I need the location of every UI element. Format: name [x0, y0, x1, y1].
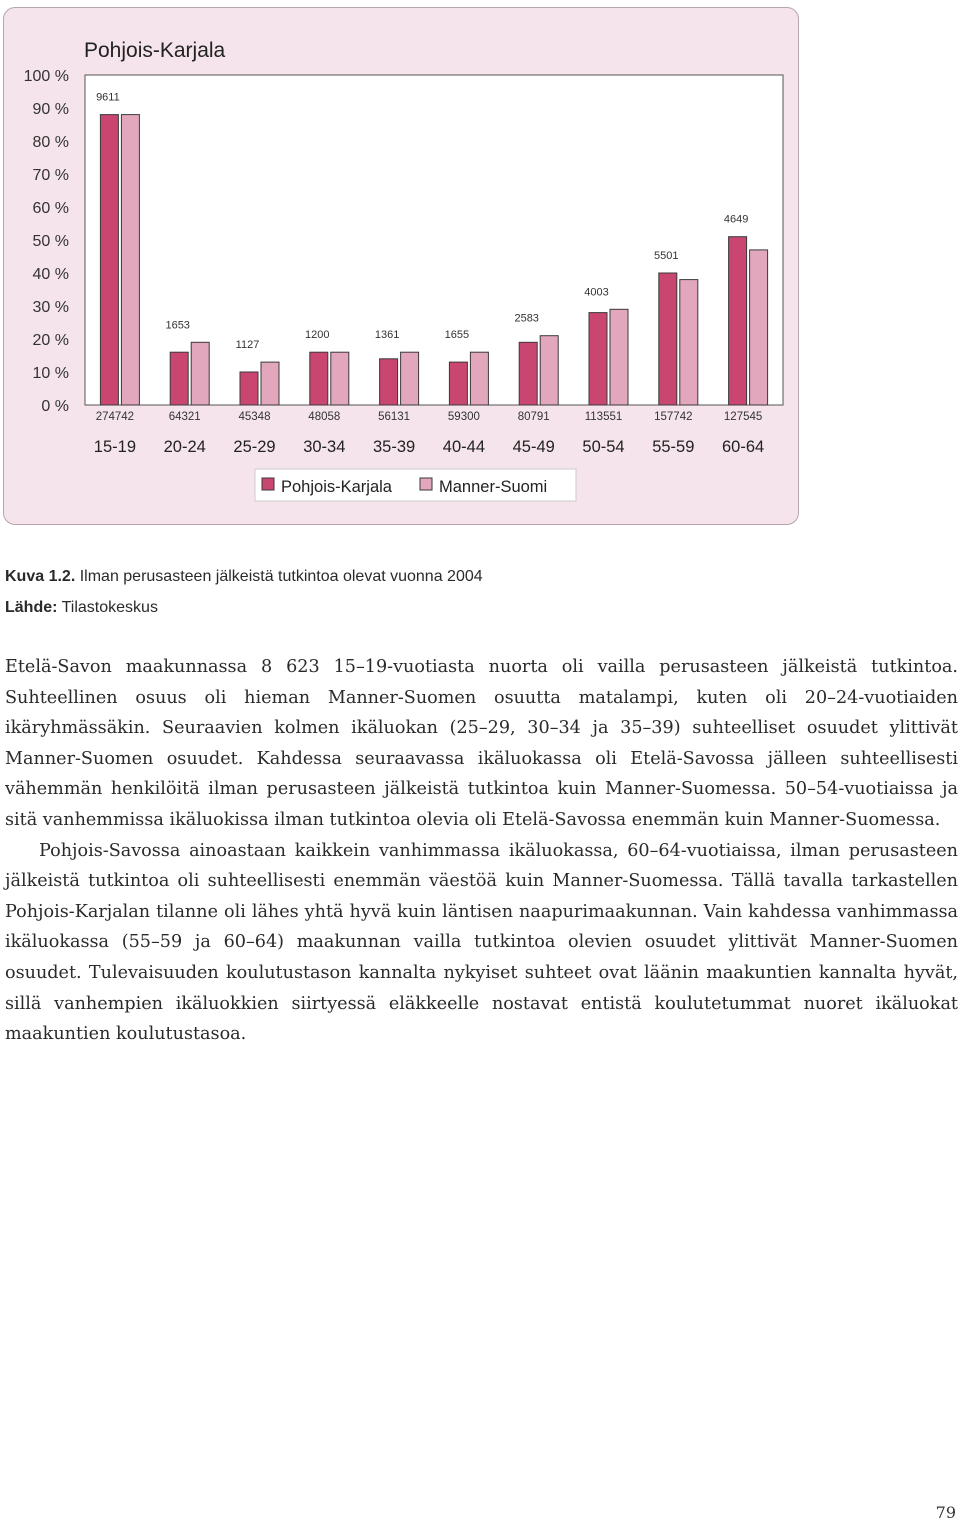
data-label: 56131	[378, 411, 411, 423]
y-tick-label: 50 %	[32, 233, 69, 250]
x-tick-label: 25-29	[233, 438, 276, 456]
y-tick-label: 0 %	[41, 398, 69, 415]
bar	[380, 359, 398, 405]
bar-chart	[0, 0, 960, 540]
y-tick-label: 80 %	[32, 134, 69, 151]
x-tick-label: 30-34	[303, 438, 346, 456]
y-tick-label: 70 %	[32, 167, 69, 184]
y-tick-label: 30 %	[32, 299, 69, 316]
bar	[401, 352, 419, 405]
legend-swatch	[420, 478, 432, 490]
data-label: 127545	[723, 411, 763, 423]
caption-text: Ilman perusasteen jälkeistä tutkintoa olevat vuonna 2004	[75, 568, 483, 585]
plot-area	[85, 75, 783, 405]
data-label: 113551	[584, 411, 623, 423]
chart-title: Pohjois-Karjala	[84, 39, 226, 62]
data-label: 1655	[444, 329, 470, 342]
x-tick-label: 40-44	[442, 438, 486, 456]
x-tick-label: 60-64	[721, 438, 765, 456]
x-tick-label: 15-19	[93, 438, 137, 456]
data-label: 157742	[654, 411, 693, 423]
x-tick-label: 50-54	[582, 438, 625, 456]
data-label: 48058	[308, 411, 341, 423]
bar	[470, 352, 488, 405]
caption-label: Kuva 1.2.	[5, 568, 76, 585]
data-label: 4003	[584, 286, 609, 299]
figure-source	[5, 599, 158, 617]
x-tick-label: 45-49	[512, 438, 555, 456]
bar	[589, 313, 607, 405]
data-label: 9611	[96, 91, 120, 104]
data-label: 4649	[723, 213, 749, 226]
data-label: 2583	[514, 312, 539, 325]
y-tick-label: 20 %	[32, 332, 69, 349]
y-tick-label: 100 %	[23, 68, 69, 85]
y-tick-label: 10 %	[32, 365, 69, 382]
body-text	[5, 652, 958, 1050]
bar	[680, 280, 698, 405]
paragraph: Pohjois-Savossa ainoastaan kaikkein vanhimmassa ikäluokassa, 60–64-vuotiaissa, ilman perusasteen jälkeistä tutkintoa oli suhteellisesti enemmän väestöä kuin Manner-Suomessa. Tällä tavalla tarkastellen Pohjois-Karjalan tilanne oli lähes yhtä hyvä kuin läntisen naapurimaakunnan. Vain kahdessa vanhimmassa ikäluokassa (55–59 ja 60–64) maakunnan vailla tutkintoa olevien osuudet ylittivät Manner-Suomen osuudet. Tulevaisuuden koulutustason kannalta nykyiset suhteet ovat läänin maakuntien kannalta hyvät, sillä vanhempien ikäluokkien siirtyessä eläkkeelle nostavat entistä koulutetummat nuoret ikäluokat maakuntien koulutustasoa.	[5, 840, 958, 1045]
bar	[121, 115, 139, 405]
data-label: 64321	[168, 411, 201, 423]
y-tick-label: 90 %	[32, 101, 69, 118]
bar	[191, 342, 209, 405]
bar	[729, 237, 747, 405]
x-tick-label: 55-59	[652, 438, 695, 456]
legend-swatch	[262, 478, 274, 490]
source-text: Tilastokeskus	[57, 599, 158, 616]
bar	[750, 250, 768, 405]
data-label: 1200	[305, 329, 330, 342]
bar	[449, 362, 467, 405]
y-tick-label: 60 %	[32, 200, 69, 217]
source-label: Lähde:	[5, 599, 58, 616]
data-label: 1361	[374, 329, 400, 342]
legend-label: Pohjois-Karjala	[281, 478, 392, 496]
paragraph: Etelä-Savon maakunnassa 8 623 15–19-vuotiasta nuorta oli vailla perusasteen jälkeistä tutkintoa. Suhteellinen osuus oli hieman Manner-Suomen osuutta matalampi, kuten oli 20–24-vuotiaiden ikäryhmässäkin. Seuraavien kolmen ikäluokan (25–29, 30–34 ja 35–39) suhteelliset osuudet ylittivät Manner-Suomen osuudet. Kahdessa seuraavassa ikäluokassa oli Etelä-Savossa jälleen suhteellisesti vähemmän henkilöitä ilman perusasteen jälkeistä tutkintoa kuin Manner-Suomessa. 50–54-vuotiaissa ja sitä vanhemmissa ikäluokissa ilman tutkintoa olevia oli Etelä-Savossa enemmän kuin Manner-Suomessa.	[5, 657, 958, 830]
legend-label: Manner-Suomi	[439, 478, 548, 496]
bar	[610, 309, 628, 405]
data-label: 5501	[654, 250, 679, 262]
bar	[519, 342, 537, 405]
data-label: 274742	[95, 411, 135, 423]
data-label: 1127	[235, 339, 260, 352]
bar	[100, 115, 118, 405]
bar	[261, 362, 279, 405]
bar	[240, 372, 258, 405]
bar	[331, 352, 349, 405]
y-tick-label: 40 %	[32, 266, 69, 283]
x-tick-label: 20-24	[163, 438, 206, 456]
data-label: 1653	[165, 319, 190, 332]
data-label: 45348	[238, 411, 271, 423]
bar	[310, 352, 328, 405]
page-number: 79	[935, 1503, 956, 1522]
x-tick-label: 35-39	[372, 438, 416, 456]
bar	[659, 273, 677, 405]
data-label: 59300	[447, 411, 480, 423]
data-label: 80791	[517, 411, 550, 423]
figure-caption	[5, 568, 483, 586]
bar	[540, 336, 558, 405]
bar	[170, 352, 188, 405]
